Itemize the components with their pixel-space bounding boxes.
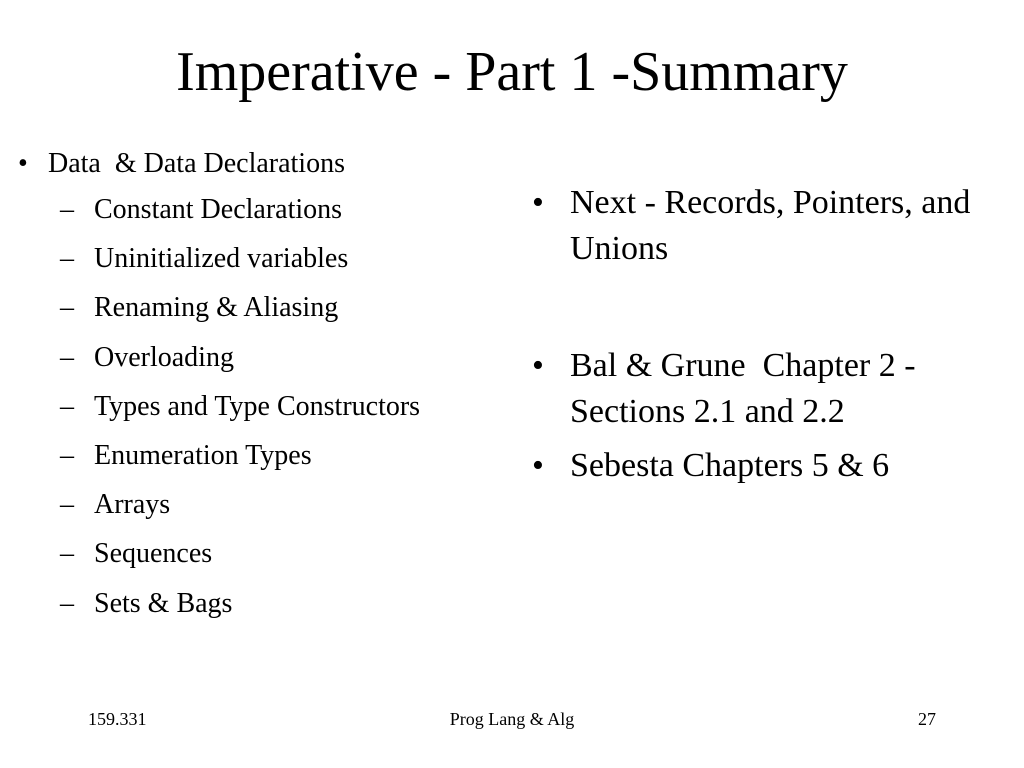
sub-bullet-item: [18, 283, 508, 332]
bullet-reading-bal-grune: [532, 343, 1002, 435]
footer-course-name: Prog Lang & Alg: [449, 709, 575, 729]
slide-title: Imperative - Part 1 -Summary: [176, 41, 848, 103]
footer-course-code: 159.331: [88, 709, 147, 729]
dash-icon: –: [60, 587, 74, 619]
bullet-icon: •: [532, 184, 544, 221]
dash-icon: –: [60, 194, 74, 225]
sub-bullet-text: Types and Type Constructors: [94, 390, 421, 422]
right-bullet-column: [532, 180, 1002, 489]
bullet-icon: •: [532, 347, 544, 384]
sub-bullet-text: Uninitialized variables: [94, 243, 349, 275]
sub-bullet-text: Renaming & Aliasing: [94, 292, 339, 324]
sub-bullet-item: [18, 234, 508, 283]
sub-bullet-item: [18, 529, 508, 578]
sub-bullet-text: Arrays: [94, 489, 171, 521]
sub-bullet-text: Enumeration Types: [94, 440, 312, 472]
dash-icon: –: [60, 390, 74, 422]
dash-icon: –: [60, 341, 74, 373]
dash-icon: –: [60, 489, 74, 521]
sub-bullet-item: [18, 185, 508, 234]
bullet-text: Data & Data Declarations: [48, 148, 345, 179]
bullet-reading-sebesta: [532, 443, 1002, 489]
dash-icon: –: [60, 243, 74, 275]
dash-icon: –: [60, 440, 74, 472]
bullet-icon: •: [18, 148, 28, 179]
footer-slide-number: 27: [918, 709, 936, 729]
bullet-data-declarations: [18, 143, 508, 185]
sub-bullet-text: Overloading: [94, 341, 234, 373]
sub-bullet-text: Sets & Bags: [94, 587, 233, 619]
bullet-next-topic: [532, 180, 1002, 272]
left-bullet-column: [18, 143, 508, 628]
sub-bullet-list: [18, 185, 508, 628]
dash-icon: –: [60, 292, 74, 324]
sub-bullet-item: [18, 480, 508, 529]
bullet-text: Bal & Grune Chapter 2 - Sections 2.1 and 2.2: [570, 347, 925, 430]
bullet-icon: •: [532, 447, 544, 484]
sub-bullet-item: [18, 382, 508, 431]
sub-bullet-text: Sequences: [94, 538, 213, 570]
sub-bullet-item: [18, 431, 508, 480]
bullet-text: Sebesta Chapters 5 & 6: [570, 447, 890, 484]
dash-icon: –: [60, 538, 74, 570]
bullet-text: Next - Records, Pointers, and Unions: [570, 184, 971, 267]
sub-bullet-item: [18, 579, 508, 628]
sub-bullet-text: Constant Declarations: [94, 194, 343, 225]
sub-bullet-item: [18, 333, 508, 382]
